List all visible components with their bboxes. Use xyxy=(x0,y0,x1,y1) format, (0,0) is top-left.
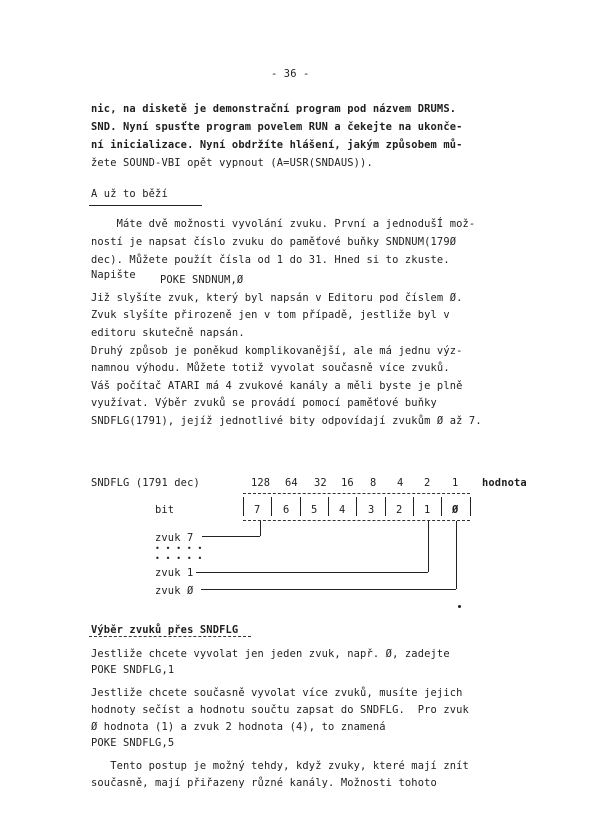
text-line: Již slyšíte zvuk, který byl napsán v Editoru pod číslem Ø. xyxy=(91,292,463,304)
text-line: žete SOUND-VBI opět vypnout (A=USR(SNDAUS)). xyxy=(91,157,373,169)
cell-divider xyxy=(413,497,414,516)
cell-divider xyxy=(441,497,442,516)
text-line: ností je napsat číslo zvuku do paměťové buňky SNDNUM(179Ø xyxy=(91,236,457,248)
text-line: Tento postup je možný tehdy, když zvuky, které mají znít xyxy=(91,760,469,772)
value-header-2: 2 xyxy=(424,477,431,489)
section-heading-vyber-zvuku: Výběr zvuků přes SNDFLG xyxy=(91,624,239,636)
text-line: dec). Můžete použít čísla od 1 do 31. Hned si to zkuste. xyxy=(91,254,450,266)
cell-divider xyxy=(385,497,386,516)
text-line: SNDFLG(1791), jejíž jednotlivé bity odpovídají zvukům Ø až 7. xyxy=(91,415,482,427)
ellipsis-dots: • • • • • xyxy=(155,544,203,553)
connector-bit1 xyxy=(196,572,428,573)
text-line: současně, mají přiřazeny různé kanály. Možnosti tohoto xyxy=(91,777,437,789)
sound-label-7: zvuk 7 xyxy=(155,532,194,544)
text-line: Máte dvě možnosti vyvolání zvuku. První a jednodušÍ mož- xyxy=(91,218,476,230)
heading-underline xyxy=(89,636,251,637)
section-heading-a-uz-to-bezi: A už to běží xyxy=(91,188,168,200)
value-header-1: 1 xyxy=(452,477,459,489)
sound-label-0: zvuk Ø xyxy=(155,585,194,597)
cell-divider xyxy=(328,497,329,516)
text-line: Napište xyxy=(91,269,136,281)
register-bottom-border xyxy=(243,520,470,521)
cell-divider xyxy=(271,497,272,516)
bit-cell-7: 7 xyxy=(254,504,261,516)
value-header-64: 64 xyxy=(285,477,298,489)
value-header-32: 32 xyxy=(314,477,327,489)
stray-dot xyxy=(458,605,461,608)
text-line: Zvuk slyšíte přirozeně jen v tom případě, jestliže byl v xyxy=(91,309,450,321)
value-label: hodnota xyxy=(482,477,527,489)
bit-cell-0: Ø xyxy=(452,504,459,516)
text-line: hodnoty sečíst a hodnotu součtu zapsat do SNDFLG. Pro zvuk xyxy=(91,704,469,716)
text-line: Ø hodnota (1) a zvuk 2 hodnota (4), to znamená xyxy=(91,721,386,733)
connector-bit7 xyxy=(202,536,260,537)
heading-underline xyxy=(89,205,202,206)
register-top-border xyxy=(243,493,470,494)
code-poke-sndnum: POKE SNDNUM,Ø xyxy=(160,274,244,286)
bit-cell-2: 2 xyxy=(396,504,403,516)
bit-cell-1: 1 xyxy=(424,504,431,516)
text-line: Jestliže chcete současně vyvolat více zvuků, musíte jejich xyxy=(91,687,463,699)
cell-divider xyxy=(470,497,471,516)
value-header-128: 128 xyxy=(251,477,271,489)
cell-divider xyxy=(243,497,244,516)
connector-bit7 xyxy=(260,521,261,536)
value-header-8: 8 xyxy=(370,477,377,489)
bit-cell-4: 4 xyxy=(339,504,346,516)
bit-cell-3: 3 xyxy=(368,504,375,516)
code-line: POKE SNDFLG,5 xyxy=(91,737,175,749)
text-line: Váš počítač ATARI má 4 zvukové kanály a měli byste je plně xyxy=(91,380,463,392)
value-header-4: 4 xyxy=(397,477,404,489)
text-line: editoru skutečně napsán. xyxy=(91,327,245,339)
cell-divider xyxy=(300,497,301,516)
connector-bit0 xyxy=(456,521,457,589)
register-label: SNDFLG (1791 dec) xyxy=(91,477,200,489)
value-header-16: 16 xyxy=(341,477,354,489)
text-line: ní inicializace. Nyní obdržíte hlášení, jakým způsobem mů- xyxy=(91,139,463,151)
connector-bit1 xyxy=(428,521,429,572)
text-line: Druhý způsob je poněkud komplikovanější, ale má jednu výz- xyxy=(91,345,463,357)
bit-cell-6: 6 xyxy=(283,504,290,516)
page-number: - 36 - xyxy=(271,68,310,80)
code-line: POKE SNDFLG,1 xyxy=(91,664,175,676)
cell-divider xyxy=(356,497,357,516)
sound-label-1: zvuk 1 xyxy=(155,567,194,579)
bit-label: bit xyxy=(155,504,175,516)
connector-bit0 xyxy=(201,589,456,590)
text-line: namnou výhodu. Můžete totiž vyvolat současně více zvuků. xyxy=(91,362,450,374)
text-line: Jestliže chcete vyvolat jen jeden zvuk, např. Ø, zadejte xyxy=(91,648,450,660)
text-line: využívat. Výběr zvuků se provádí pomocí paměťové buňky xyxy=(91,397,437,409)
ellipsis-dots: • • • • • xyxy=(155,554,203,563)
bit-cell-5: 5 xyxy=(311,504,318,516)
text-line: nic, na disketě je demonstrační program pod názvem DRUMS. xyxy=(91,103,457,115)
text-line: SND. Nyní spusťte program povelem RUN a čekejte na ukonče- xyxy=(91,121,463,133)
